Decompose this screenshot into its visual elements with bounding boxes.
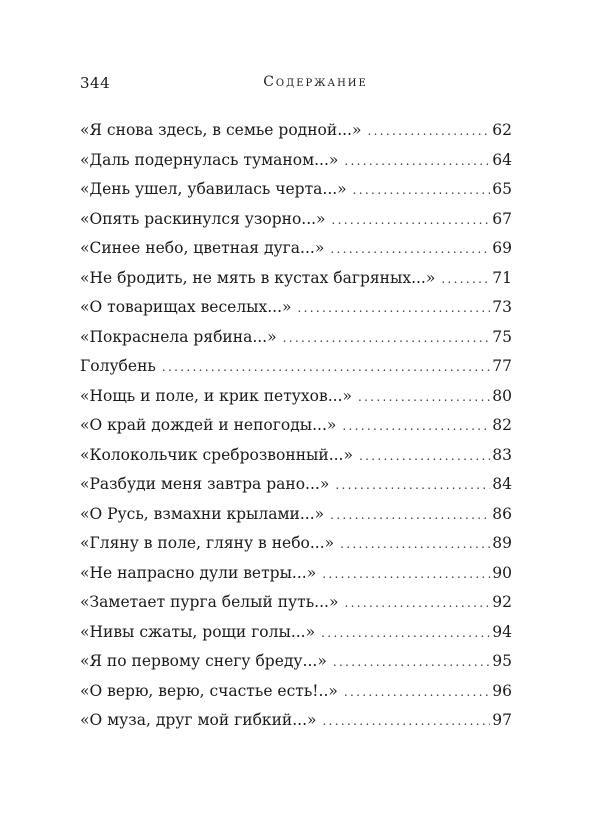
toc-entry-page-number: 92 bbox=[492, 593, 512, 611]
toc-entry bbox=[80, 121, 512, 151]
toc-entry bbox=[80, 298, 512, 328]
toc-entry-title: «Я по первому снегу бреду...» bbox=[80, 652, 327, 670]
toc-entry-title: «Я снова здесь, в семье родной...» bbox=[80, 121, 362, 139]
toc-entry-title: «Покраснела рябина...» bbox=[80, 327, 277, 346]
toc-entry-page-number: 83 bbox=[492, 445, 512, 464]
toc-dot-leader bbox=[335, 478, 490, 492]
toc-entry-title: «Нивы сжаты, рощи голы...» bbox=[80, 622, 316, 641]
toc-entry-title: «Опять раскинулся узорно...» bbox=[80, 209, 326, 228]
toc-entry bbox=[80, 416, 512, 446]
toc-entry-page-number: 94 bbox=[492, 622, 512, 641]
toc-entry-title: «Нощь и поле, и крик петухов...» bbox=[80, 386, 352, 405]
toc-entry bbox=[80, 564, 512, 594]
toc-entry-title: «О край дождей и непогоды...» bbox=[80, 416, 337, 434]
toc-dot-leader bbox=[283, 331, 491, 345]
toc-entry-title: «О Русь, взмахни крылами...» bbox=[80, 504, 325, 523]
running-title: Содержание bbox=[263, 74, 368, 90]
toc-entry bbox=[80, 682, 512, 712]
toc-dot-leader bbox=[344, 596, 490, 610]
toc-dot-leader bbox=[344, 685, 490, 699]
toc-dot-leader bbox=[344, 154, 490, 168]
toc-dot-leader bbox=[359, 449, 490, 463]
toc-entry-page-number: 75 bbox=[492, 327, 512, 346]
toc-entry-page-number: 82 bbox=[492, 416, 512, 434]
toc-entry-page-number: 86 bbox=[492, 504, 512, 523]
toc-entry bbox=[80, 534, 512, 564]
toc-entry-page-number: 71 bbox=[492, 268, 512, 287]
toc-entry-page-number: 89 bbox=[492, 534, 512, 552]
toc-entry-page-number: 67 bbox=[492, 209, 512, 228]
toc-entry-page-number: 96 bbox=[492, 681, 512, 700]
toc-dot-leader bbox=[367, 124, 490, 138]
toc-entry bbox=[80, 328, 512, 358]
toc-entry bbox=[80, 652, 512, 682]
toc-dot-leader bbox=[330, 242, 490, 256]
toc-entry-title: «Гляну в поле, гляну в небо...» bbox=[80, 534, 335, 552]
toc-dot-leader bbox=[322, 567, 490, 581]
toc-entry-page-number: 64 bbox=[492, 150, 512, 169]
toc-dot-leader bbox=[358, 390, 490, 404]
toc-entry-page-number: 97 bbox=[492, 711, 512, 729]
toc-entry-title: «Не бродить, не мять в кустах багряных...» bbox=[80, 268, 436, 287]
toc-entry bbox=[80, 269, 512, 299]
toc-entry-page-number: 62 bbox=[492, 121, 512, 139]
toc-dot-leader bbox=[340, 537, 490, 551]
toc-entry-title: «Даль подернулась туманом...» bbox=[80, 150, 339, 169]
toc-entry-title: «Не напрасно дули ветры...» bbox=[80, 563, 317, 582]
toc-entry bbox=[80, 357, 512, 387]
toc-entry-page-number: 95 bbox=[492, 652, 512, 670]
toc-entry-page-number: 84 bbox=[492, 475, 512, 493]
toc-entry-title: «О товарищах веселых...» bbox=[80, 298, 292, 316]
toc-entry-page-number: 69 bbox=[492, 239, 512, 257]
toc-entry-page-number: 73 bbox=[492, 298, 512, 316]
toc-entry-title: «О верю, верю, счастье есть!..» bbox=[80, 681, 338, 700]
page-header bbox=[80, 74, 511, 98]
toc-dot-leader bbox=[298, 301, 491, 315]
table-of-contents bbox=[80, 121, 512, 741]
toc-dot-leader bbox=[330, 508, 490, 522]
toc-entry-title: «Синее небо, цветная дуга...» bbox=[80, 239, 325, 257]
toc-dot-leader bbox=[332, 213, 491, 227]
toc-entry-title: «Разбуди меня завтра рано...» bbox=[80, 475, 330, 493]
toc-entry bbox=[80, 151, 512, 181]
toc-entry-title: «О муза, друг мой гибкий...» bbox=[80, 711, 317, 729]
page-number: 344 bbox=[80, 74, 111, 92]
toc-entry bbox=[80, 239, 512, 269]
toc-entry bbox=[80, 475, 512, 505]
toc-entry bbox=[80, 446, 512, 476]
toc-entry-page-number: 77 bbox=[492, 357, 512, 375]
toc-entry bbox=[80, 387, 512, 417]
toc-entry bbox=[80, 623, 512, 653]
toc-dot-leader bbox=[321, 626, 490, 640]
toc-entry-title: «День ушел, убавилась черта...» bbox=[80, 180, 347, 198]
toc-dot-leader bbox=[333, 655, 490, 669]
toc-entry bbox=[80, 180, 512, 210]
toc-dot-leader bbox=[441, 272, 490, 286]
toc-dot-leader bbox=[342, 419, 490, 433]
toc-dot-leader bbox=[323, 714, 491, 728]
toc-entry-title: «Колокольчик среброзвонный...» bbox=[80, 445, 353, 464]
toc-entry-page-number: 90 bbox=[492, 563, 512, 582]
toc-dot-leader bbox=[162, 360, 490, 374]
toc-entry bbox=[80, 505, 512, 535]
toc-entry-title: «Заметает пурга белый путь...» bbox=[80, 593, 339, 611]
toc-entry-title: Голубень bbox=[80, 357, 156, 375]
toc-entry bbox=[80, 210, 512, 240]
toc-entry bbox=[80, 711, 512, 741]
toc-entry-page-number: 65 bbox=[492, 180, 512, 198]
toc-entry bbox=[80, 593, 512, 623]
toc-entry-page-number: 80 bbox=[492, 386, 512, 405]
toc-dot-leader bbox=[353, 183, 491, 197]
